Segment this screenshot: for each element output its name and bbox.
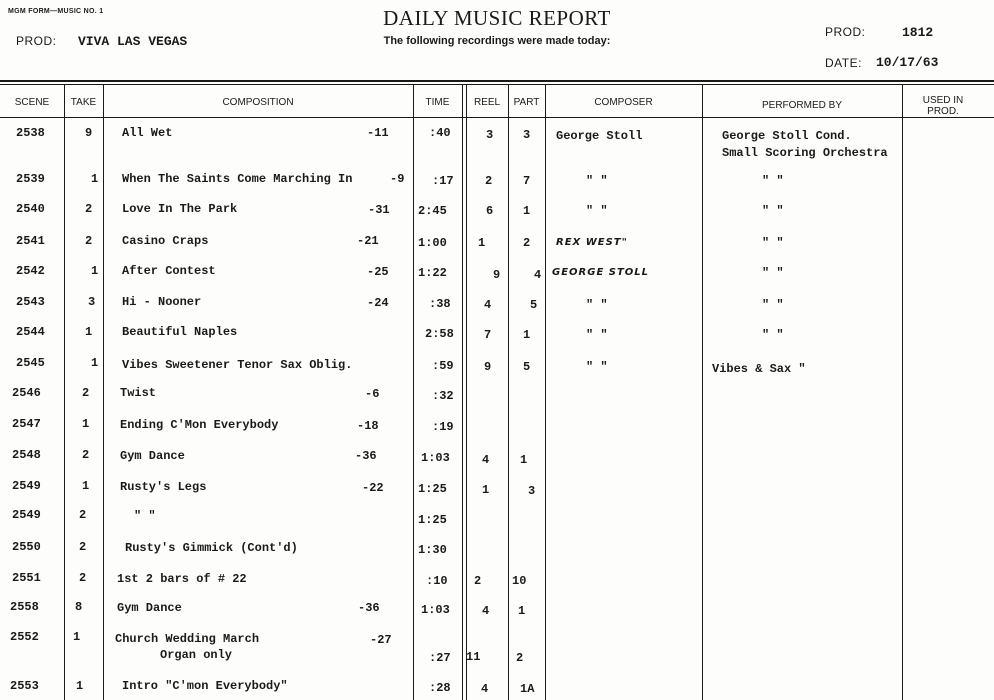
col-header-take: TAKE (70, 97, 97, 108)
reel-cell: 4 (482, 604, 490, 618)
scene-cell: 2543 (16, 295, 45, 309)
col-divider (413, 85, 414, 700)
composition-cell: Rusty's Legs (120, 480, 207, 494)
composition-cell: Church Wedding March (115, 632, 260, 646)
take-cell: 2 (82, 386, 90, 400)
col-divider (702, 85, 703, 700)
time-cell: 2:45 (418, 204, 447, 218)
performed-by-cell: " " (762, 174, 784, 188)
performed-by-cell: Vibes & Sax " (712, 362, 806, 376)
part-cell: 2 (516, 651, 524, 665)
take-cell: 1 (91, 172, 99, 186)
part-cell: 10 (512, 574, 527, 588)
time-cell: :38 (429, 297, 451, 311)
reel-cell: 4 (481, 682, 489, 696)
scene-cell: 2547 (12, 417, 41, 431)
col-header-part: PART (513, 97, 540, 108)
time-cell: 1:25 (418, 482, 447, 496)
scene-cell: 2549 (12, 508, 41, 522)
header-rule-top (0, 80, 994, 82)
time-cell: 2:58 (425, 327, 454, 341)
take-cell: 2 (79, 540, 87, 554)
col-header-scene: SCENE (14, 97, 50, 108)
time-cell: :17 (432, 174, 454, 188)
composer-cell-handwritten: REX WEST" (556, 237, 628, 248)
performed-by-cell: " " (762, 328, 784, 342)
performed-by-cell: " " (762, 266, 784, 280)
date-label: DATE: (825, 56, 862, 70)
composer-cell: " " (586, 328, 608, 342)
composition-cell: Rusty's Gimmick (Cont'd) (125, 541, 298, 555)
part-cell: 5 (523, 360, 531, 374)
take-cell: 2 (82, 448, 90, 462)
performed-by-cell: George Stoll Cond. (722, 129, 852, 143)
scene-cell: 2540 (16, 202, 45, 216)
scene-cell: 2551 (12, 571, 41, 585)
take-cell: 2 (85, 234, 93, 248)
take-cell: 2 (79, 508, 87, 522)
cue-number: -18 (357, 419, 379, 433)
part-cell: 1A (520, 682, 535, 696)
cue-number: -9 (390, 172, 405, 186)
scene-cell: 2539 (16, 172, 45, 186)
part-cell: 7 (523, 174, 531, 188)
take-cell: 1 (82, 417, 90, 431)
composition-cell-line2: Organ only (160, 648, 233, 662)
composer-cell-handwritten: GEORGE STOLL (552, 267, 650, 278)
part-cell: 1 (523, 328, 531, 342)
time-cell: 1:25 (418, 513, 447, 527)
composition-cell: When The Saints Come Marching In (122, 172, 353, 186)
time-cell: :28 (429, 681, 451, 695)
col-divider (462, 85, 463, 700)
scene-cell: 2545 (16, 356, 45, 370)
scene-cell: 2538 (16, 126, 45, 140)
reel-cell: 9 (493, 268, 501, 282)
take-cell: 8 (75, 600, 83, 614)
take-cell: 9 (85, 126, 93, 140)
composer-cell: " " (586, 174, 608, 188)
part-cell: 1 (518, 604, 526, 618)
scene-cell: 2541 (16, 234, 45, 248)
composer-cell: " " (586, 204, 608, 218)
time-cell: :19 (432, 420, 454, 434)
cue-number: -6 (365, 387, 380, 401)
composition-cell: All Wet (122, 126, 173, 140)
part-cell: 3 (523, 128, 531, 142)
part-cell: 3 (528, 484, 536, 498)
take-cell: 1 (85, 325, 93, 339)
col-header-reel: REEL (473, 97, 501, 108)
composition-cell: 1st 2 bars of # 22 (117, 572, 247, 586)
cue-number: -36 (358, 601, 380, 615)
composition-cell: Gym Dance (117, 601, 182, 615)
cue-number: -36 (355, 449, 377, 463)
part-cell: 2 (523, 236, 531, 250)
col-divider (508, 85, 509, 700)
composition-cell: Twist (120, 386, 157, 400)
reel-cell: 11 (466, 650, 481, 664)
composition-cell: Love In The Park (122, 202, 238, 216)
take-cell: 1 (91, 356, 99, 370)
report-subtitle: The following recordings were made today: (383, 35, 611, 47)
prod-title-value: VIVA LAS VEGAS (78, 34, 188, 49)
reel-cell: 9 (484, 360, 492, 374)
cue-number: -27 (370, 633, 392, 647)
scene-cell: 2549 (12, 479, 41, 493)
prod-title-label: PROD: (16, 34, 57, 48)
part-cell: 1 (523, 204, 531, 218)
scene-cell: 2548 (12, 448, 41, 462)
time-cell: 1:00 (418, 236, 447, 250)
col-divider (64, 85, 65, 700)
take-cell: 2 (79, 571, 87, 585)
time-cell: :40 (429, 126, 451, 140)
cue-number: -31 (368, 203, 390, 217)
scene-cell: 2550 (12, 540, 41, 554)
take-cell: 1 (91, 264, 99, 278)
part-cell: 1 (520, 453, 528, 467)
date-value: 10/17/63 (876, 55, 939, 70)
composition-cell: Gym Dance (120, 449, 185, 463)
prod-number-value: 1812 (902, 25, 934, 40)
reel-cell: 1 (478, 236, 486, 250)
col-header-composer: COMPOSER (594, 97, 653, 108)
reel-cell: 4 (484, 298, 492, 312)
reel-cell: 6 (486, 204, 494, 218)
scene-cell: 2544 (16, 325, 45, 339)
performed-by-cell: " " (762, 298, 784, 312)
col-divider (466, 85, 467, 700)
scene-cell: 2553 (10, 679, 39, 693)
composition-cell: Hi - Nooner (122, 295, 202, 309)
report-title: DAILY MUSIC REPORT (383, 6, 611, 30)
reel-cell: 1 (482, 483, 490, 497)
composition-cell: After Contest (122, 264, 216, 278)
col-header-used-in-prod: USED IN PROD. (922, 95, 964, 117)
reel-cell: 2 (474, 574, 482, 588)
cue-number: -25 (367, 265, 389, 279)
time-cell: 1:22 (418, 266, 447, 280)
cue-number: -21 (357, 234, 379, 248)
col-divider (103, 85, 104, 700)
performed-by-cell: " " (762, 204, 784, 218)
cue-number: -22 (362, 481, 384, 495)
time-cell: :32 (432, 389, 454, 403)
cue-number: -11 (367, 126, 389, 140)
composition-cell: Vibes Sweetener Tenor Sax Oblig. (122, 358, 353, 372)
header-rule-bottom (0, 84, 994, 85)
time-cell: 1:03 (421, 603, 450, 617)
prod-number-label: PROD: (825, 25, 866, 39)
time-cell: 1:03 (421, 451, 450, 465)
time-cell: 1:30 (418, 543, 447, 557)
composition-cell: Intro "C'mon Everybody" (122, 679, 288, 693)
time-cell: :10 (426, 574, 448, 588)
reel-cell: 7 (484, 328, 492, 342)
form-number: MGM FORM—MUSIC NO. 1 (8, 8, 104, 15)
scene-cell: 2558 (10, 600, 39, 614)
composer-cell: George Stoll (556, 129, 643, 143)
performed-by-cell: " " (762, 236, 784, 250)
col-divider (902, 85, 903, 700)
take-cell: 1 (73, 630, 81, 644)
composition-cell: Beautiful Naples (122, 325, 238, 339)
col-header-time: TIME (425, 97, 450, 108)
scene-cell: 2542 (16, 264, 45, 278)
composition-cell: Ending C'Mon Everybody (120, 418, 279, 432)
col-header-composition: COMPOSITION (222, 97, 294, 108)
col-divider (545, 85, 546, 700)
composer-cell: " " (586, 298, 608, 312)
composition-cell: Casino Craps (122, 234, 209, 248)
time-cell: :27 (429, 651, 451, 665)
take-cell: 3 (88, 295, 96, 309)
scene-cell: 2552 (10, 630, 39, 644)
time-cell: :59 (432, 359, 454, 373)
reel-cell: 4 (482, 453, 490, 467)
reel-cell: 2 (485, 174, 493, 188)
scene-cell: 2546 (12, 386, 41, 400)
take-cell: 1 (82, 479, 90, 493)
composer-cell: " " (586, 360, 608, 374)
performed-by-cell-line2: Small Scoring Orchestra (722, 146, 888, 160)
reel-cell: 3 (486, 128, 494, 142)
composition-cell: " " (134, 509, 156, 523)
cue-number: -24 (367, 296, 389, 310)
part-cell: 5 (530, 298, 538, 312)
take-cell: 2 (85, 202, 93, 216)
col-header-performed-by: PERFORMED BY (761, 100, 842, 111)
header-row-divider (0, 117, 994, 118)
take-cell: 1 (76, 679, 84, 693)
part-cell: 4 (534, 268, 542, 282)
